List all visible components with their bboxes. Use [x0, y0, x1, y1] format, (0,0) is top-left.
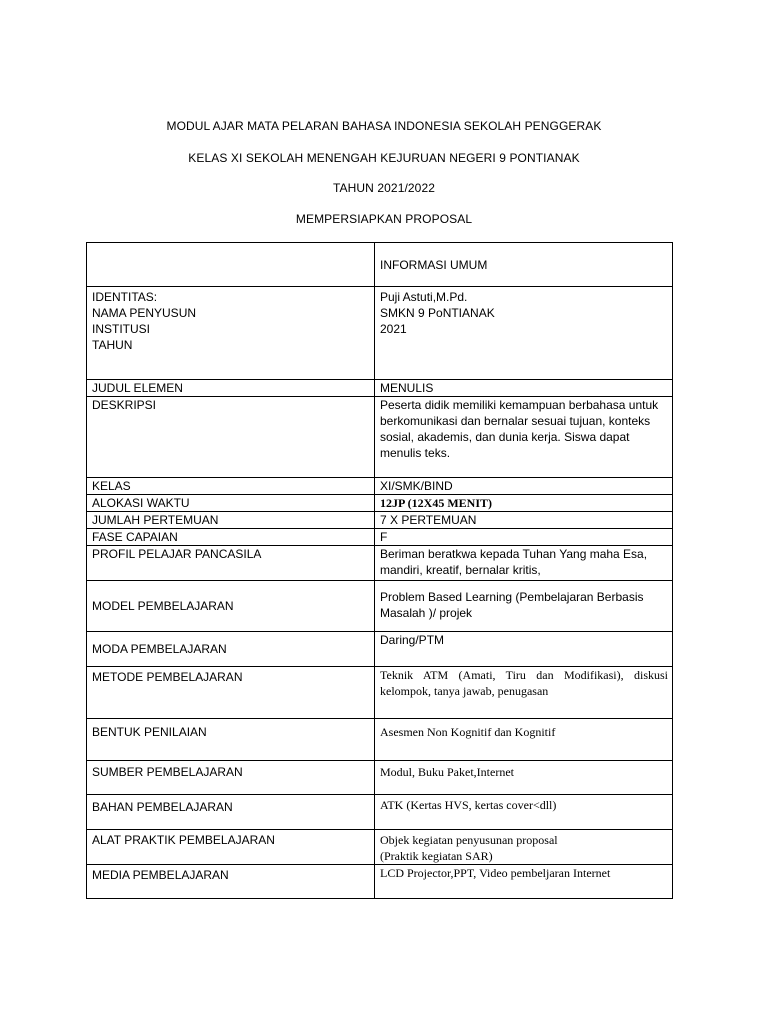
class-school-line: KELAS XI SEKOLAH MENENGAH KEJURUAN NEGERI 9 PONTIANAK — [188, 151, 580, 165]
table-row — [87, 546, 673, 581]
bentuk-penilaian-label: BENTUK PENILAIAN — [87, 719, 375, 761]
media-pembelajaran-label: MEDIA PEMBELAJARAN — [87, 865, 375, 899]
fase-capaian-value: F — [375, 529, 673, 546]
alat-praktik-line-2: (Praktik kegiatan SAR) — [380, 849, 493, 863]
alat-praktik-value — [375, 830, 673, 865]
bahan-pembelajaran-value: ATK (Kertas HVS, kertas cover<dll) — [375, 795, 673, 830]
identity-labels-cell — [87, 287, 375, 380]
kelas-value: XI/SMK/BIND — [375, 478, 673, 495]
table-row — [87, 719, 673, 761]
table-row — [87, 865, 673, 899]
jumlah-pertemuan-label: JUMLAH PERTEMUAN — [87, 512, 375, 529]
profil-pelajar-value: Beriman beratkwa kepada Tuhan Yang maha Esa, mandiri, kreatif, bernalar kritis, — [375, 546, 673, 581]
metode-pembelajaran-value: Teknik ATM (Amati, Tiru dan Modifikasi), diskusi kelompok, tanya jawab, penugasan — [375, 667, 673, 719]
author-label: NAMA PENYUSUN — [92, 306, 197, 320]
alat-praktik-label: ALAT PRAKTIK PEMBELAJARAN — [87, 830, 375, 865]
table-row — [87, 581, 673, 632]
kelas-label: KELAS — [87, 478, 375, 495]
sumber-pembelajaran-value: Modul, Buku Paket,Internet — [375, 761, 673, 795]
table-row — [87, 830, 673, 865]
identity-values-cell — [375, 287, 673, 380]
topic-title: MEMPERSIAPKAN PROPOSAL — [295, 212, 473, 226]
document-title: MODUL AJAR MATA PELARAN BAHASA INDONESIA SEKOLAH PENGGERAK — [166, 119, 602, 133]
table-row — [87, 795, 673, 830]
header-right-cell: INFORMASI UMUM — [375, 243, 673, 287]
moda-pembelajaran-value: Daring/PTM — [375, 632, 673, 667]
header-left-cell — [87, 243, 375, 287]
table-row — [87, 761, 673, 795]
institution-label: INSTITUSI — [92, 322, 151, 336]
model-pembelajaran-value: Problem Based Learning (Pembelajaran Berbasis Masalah )/ projek — [375, 581, 673, 632]
moda-pembelajaran-label: MODA PEMBELAJARAN — [87, 632, 375, 667]
year-label: TAHUN — [92, 338, 133, 352]
model-pembelajaran-label: MODEL PEMBELAJARAN — [87, 581, 375, 632]
bentuk-penilaian-value: Asesmen Non Kognitif dan Kognitif — [375, 719, 673, 761]
deskripsi-label: DESKRIPSI — [87, 397, 375, 478]
table-row — [87, 380, 673, 397]
alokasi-waktu-label: ALOKASI WAKTU — [87, 495, 375, 512]
alat-praktik-line-1: Objek kegiatan penyusunan proposal — [380, 833, 558, 847]
table-row — [87, 512, 673, 529]
jumlah-pertemuan-value: 7 X PERTEMUAN — [375, 512, 673, 529]
metode-pembelajaran-label: METODE PEMBELAJARAN — [87, 667, 375, 719]
profil-pelajar-label: PROFIL PELAJAR PANCASILA — [87, 546, 375, 581]
media-pembelajaran-value: LCD Projector,PPT, Video pembeljaran Internet — [375, 865, 673, 899]
judul-elemen-value: MENULIS — [375, 380, 673, 397]
general-information-table — [86, 242, 673, 899]
table-row — [87, 529, 673, 546]
identity-label: IDENTITAS: — [92, 290, 158, 304]
identity-row — [87, 287, 673, 380]
sumber-pembelajaran-label: SUMBER PEMBELAJARAN — [87, 761, 375, 795]
judul-elemen-label: JUDUL ELEMEN — [87, 380, 375, 397]
table-row — [87, 632, 673, 667]
table-row — [87, 495, 673, 512]
table-row — [87, 478, 673, 495]
fase-capaian-label: FASE CAPAIAN — [87, 529, 375, 546]
table-row — [87, 667, 673, 719]
table-row — [87, 397, 673, 478]
deskripsi-value: Peserta didik memiliki kemampuan berbahasa untuk berkomunikasi dan bernalar sesuai tujuan, konteks sosial, akademis, dan dunia kerja. Siswa dapat menulis teks. — [375, 397, 673, 478]
alokasi-waktu-value: 12JP (12X45 MENIT) — [375, 495, 673, 512]
year-value: 2021 — [380, 322, 407, 336]
institution-value: SMKN 9 PoNTIANAK — [380, 306, 495, 320]
table-header-row — [87, 243, 673, 287]
bahan-pembelajaran-label: BAHAN PEMBELAJARAN — [87, 795, 375, 830]
school-year-line: TAHUN 2021/2022 — [333, 181, 435, 195]
author-value: Puji Astuti,M.Pd. — [380, 290, 468, 304]
